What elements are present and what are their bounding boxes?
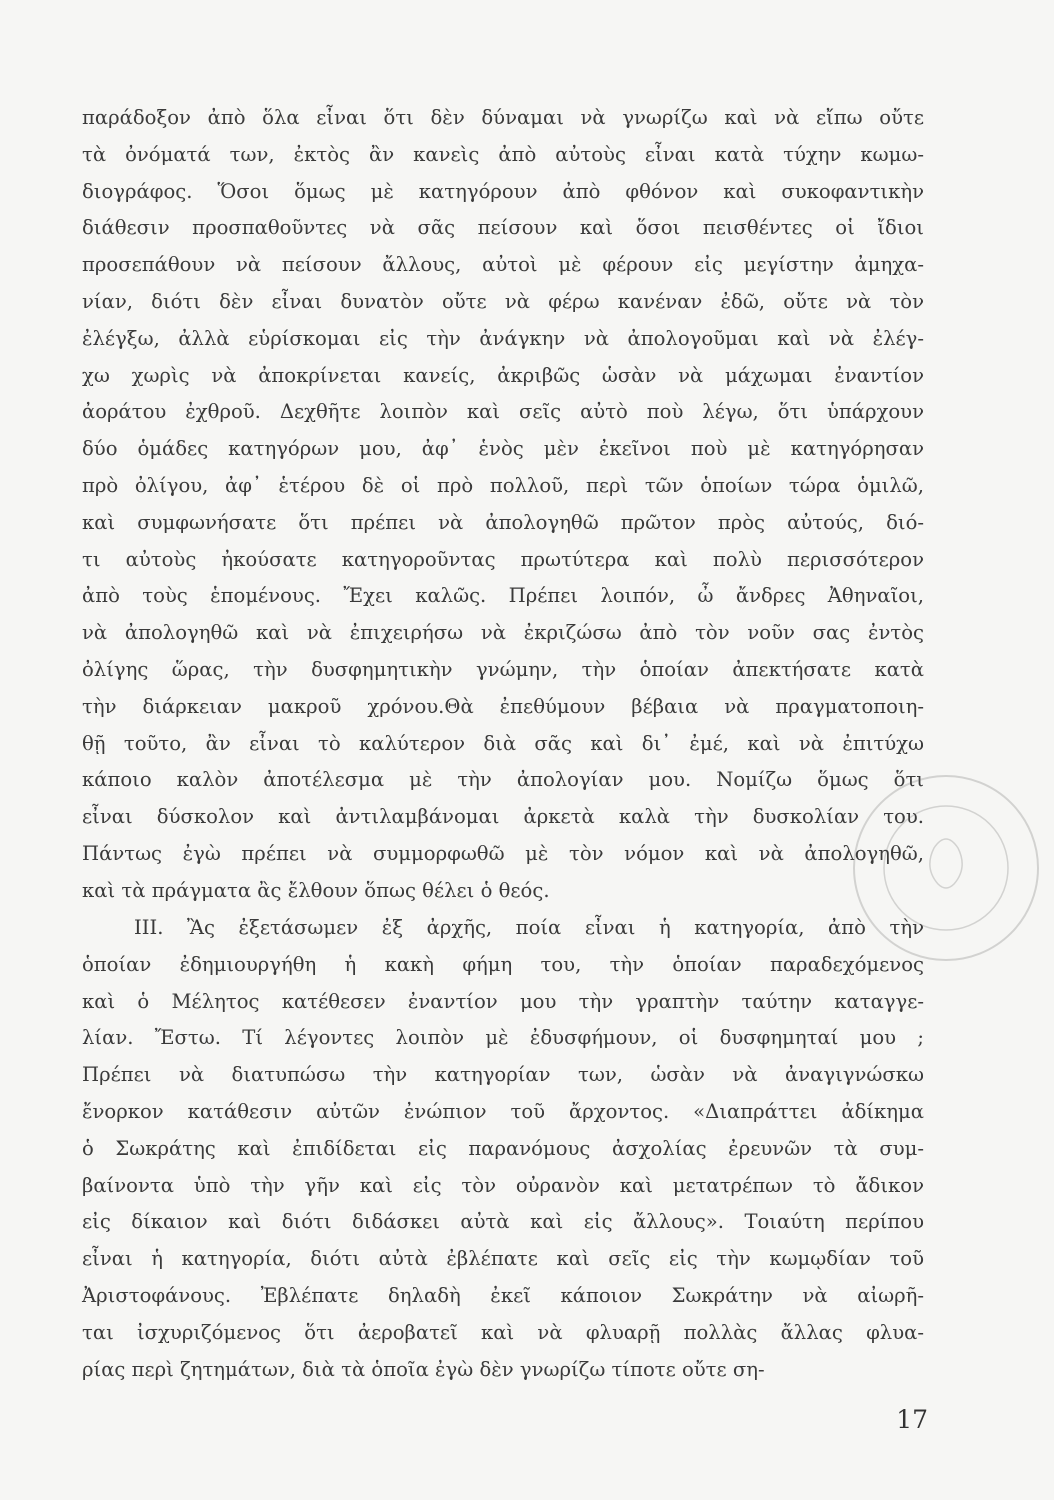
- text-line: δύο ὁμάδες κατηγόρων μου, ἀφ᾽ ἑνὸς μὲν ἐκεῖνοι ποὺ μὲ κατηγόρησαν: [82, 437, 924, 461]
- text-line: καὶ τὰ πράγματα ἂς ἔλθουν ὅπως θέλει ὁ θεός.: [82, 878, 550, 902]
- text-line: εἶναι δύσκολον καὶ ἀντιλαμβάνομαι ἀρκετὰ καλὰ τὴν δυσκολίαν του.: [82, 805, 924, 829]
- text-line: Πρέπει νὰ διατυπώσω τὴν κατηγορίαν των, ὡσὰν νὰ ἀναγιγνώσκω: [82, 1063, 924, 1087]
- text-line: καὶ συμφωνήσατε ὅτι πρέπει νὰ ἀπολογηθῶ πρῶτον πρὸς αὐτούς, διό-: [82, 510, 924, 534]
- text-line: πρὸ ὀλίγου, ἀφ᾽ ἑτέρου δὲ οἱ πρὸ πολλοῦ, περὶ τῶν ὁποίων τώρα ὁμιλῶ,: [82, 474, 924, 497]
- text-line: Πάντως ἐγὼ πρέπει νὰ συμμορφωθῶ μὲ τὸν νόμον καὶ νὰ ἀπολογηθῶ,: [82, 842, 924, 865]
- text-line: κάποιο καλὸν ἀποτέλεσμα μὲ τὴν ἀπολογίαν μου. Νομίζω ὅμως ὅτι: [82, 768, 924, 792]
- text-line: τὴν διάρκειαν μακροῦ χρόνου.Θὰ ἐπεθύμουν βέβαια νὰ πραγματοποιη-: [82, 694, 924, 718]
- text-line: ἔνορκον κατάθεσιν αὐτῶν ἐνώπιον τοῦ ἄρχοντος. «Διαπράττει ἀδίκημα: [82, 1100, 924, 1123]
- text-line: ρίας περὶ ζητημάτων, διὰ τὰ ὁποῖα ἐγὼ δὲν γνωρίζω τίποτε οὔτε ση-: [82, 1357, 765, 1381]
- page-number: 17: [896, 1405, 928, 1434]
- text-line: παράδοξον ἀπὸ ὅλα εἶναι ὅτι δὲν δύναμαι νὰ γνωρίζω καὶ νὰ εἴπω οὔτε: [82, 106, 924, 129]
- text-line: ἀπὸ τοὺς ἑπομένους. Ἔχει καλῶς. Πρέπει λοιπόν, ὦ ἄνδρες Ἀθηναῖοι,: [82, 584, 924, 608]
- text-line: νὰ ἀπολογηθῶ καὶ νὰ ἐπιχειρήσω νὰ ἐκριζώσω ἀπὸ τὸν νοῦν σας ἐντὸς: [82, 621, 924, 645]
- text-line: θῇ τοῦτο, ἂν εἶναι τὸ καλύτερον διὰ σᾶς καὶ δι᾽ ἐμέ, καὶ νὰ ἐπιτύχω: [82, 731, 924, 755]
- text-line: καὶ ὁ Μέλητος κατέθεσεν ἐναντίον μου τὴν γραπτὴν ταύτην καταγγε-: [82, 989, 924, 1013]
- text-line: τι αὐτοὺς ἠκούσατε κατηγοροῦντας πρωτύτερα καὶ πολὺ περισσότερον: [82, 547, 924, 571]
- text-line: Ἀριστοφάνους. Ἐβλέπατε δηλαδὴ ἐκεῖ κάποιον Σωκράτην νὰ αἰωρῆ-: [82, 1284, 924, 1307]
- text-line: τὰ ὀνόματά των, ἐκτὸς ἂν κανεὶς ἀπὸ αὐτοὺς εἶναι κατὰ τύχην κωμω-: [82, 142, 924, 166]
- text-line: ἀοράτου ἐχθροῦ. Δεχθῆτε λοιπὸν καὶ σεῖς αὐτὸ ποὺ λέγω, ὅτι ὑπάρχουν: [82, 400, 924, 424]
- text-line: προσεπάθουν νὰ πείσουν ἄλλους, αὐτοὶ μὲ φέρουν εἰς μεγίστην ἀμηχα-: [82, 253, 924, 277]
- text-line: χω χωρὶς νὰ ἀποκρίνεται κανείς, ἀκριβῶς ὡσὰν νὰ μάχωμαι ἐναντίον: [82, 363, 924, 387]
- text-line: βαίνοντα ὑπὸ τὴν γῆν καὶ εἰς τὸν οὐρανὸν καὶ μετατρέπων τὸ ἄδικον: [82, 1173, 924, 1197]
- text-line: νίαν, διότι δὲν εἶναι δυνατὸν οὔτε νὰ φέρω κανέναν ἐδῶ, οὔτε νὰ τὸν: [82, 290, 924, 313]
- text-line: III. Ἂς ἐξετάσωμεν ἐξ ἀρχῆς, ποία εἶναι ἡ κατηγορία, ἀπὸ τὴν: [134, 916, 924, 939]
- text-line: εἶναι ἡ κατηγορία, διότι αὐτὰ ἐβλέπατε καὶ σεῖς εἰς τὴν κωμῳδίαν τοῦ: [82, 1247, 924, 1271]
- text-line: διάθεσιν προσπαθοῦντες νὰ σᾶς πείσουν καὶ ὅσοι πεισθέντες οἱ ἴδιοι: [82, 216, 924, 240]
- text-line: ἐλέγξω, ἀλλὰ εὑρίσκομαι εἰς τὴν ἀνάγκην νὰ ἀπολογοῦμαι καὶ νὰ ἐλέγ-: [82, 326, 924, 350]
- text-line: ὁποίαν ἐδημιουργήθη ἡ κακὴ φήμη του, τὴν ὁποίαν παραδεχόμενος: [82, 952, 924, 976]
- text-line: ται ἰσχυριζόμενος ὅτι ἀεροβατεῖ καὶ νὰ φλυαρῇ πολλὰς ἄλλας φλυα-: [82, 1320, 924, 1344]
- text-line: ὀλίγης ὥρας, τὴν δυσφημητικὴν γνώμην, τὴν ὁποίαν ἀπεκτήσατε κατὰ: [82, 658, 924, 681]
- text-line: λίαν. Ἔστω. Τί λέγοντες λοιπὸν μὲ ἐδυσφήμουν, οἱ δυσφημηταί μου ;: [82, 1026, 924, 1050]
- text-line: εἰς δίκαιον καὶ διότι διδάσκει αὐτὰ καὶ εἰς ἄλλους». Τοιαύτη περίπου: [82, 1210, 924, 1234]
- library-stamp: [846, 768, 1046, 968]
- text-line: ὁ Σωκράτης καὶ ἐπιδίδεται εἰς παρανόμους ἀσχολίας ἐρευνῶν τὰ συμ-: [82, 1136, 924, 1160]
- text-line: διογράφος. Ὅσοι ὅμως μὲ κατηγόρουν ἀπὸ φθόνον καὶ συκοφαντικὴν: [82, 179, 924, 203]
